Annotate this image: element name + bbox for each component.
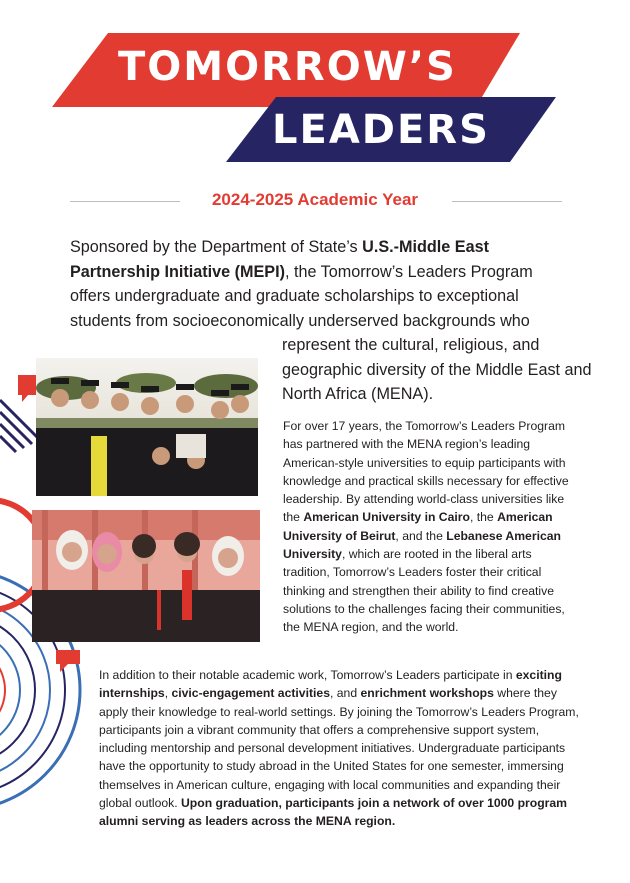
- banner-title-line2: LEADERS: [272, 107, 490, 153]
- program-history-paragraph: For over 17 years, the Tomorrow’s Leaders Program has partnered with the MENA region’s leading American-style universities to equip participants with knowledge and practical skills necessary for effective leadership. By attending world-class universities like the American University in Cairo, the American University of Beirut, and the Lebanese American University, which are rooted in the liberal arts tradition, Tomorrow’s Leaders foster their critical thinking and strengthen their ability to find creative solutions to the challenges facing their communities, the MENA region, and the world.: [283, 419, 569, 635]
- participants-photo: [32, 510, 260, 642]
- banner-title-line1: TOMORROW’S: [118, 44, 457, 90]
- intro-paragraph: Sponsored by the Department of State’s U.S.-Middle East Partnership Initiative (MEPI), the Tomorrow’s Leaders Program offers undergraduate and graduate scholarships to exceptional students from socioeconomically underserved backgrounds who: [70, 238, 533, 330]
- participation-paragraph: In addition to their notable academic work, Tomorrow’s Leaders participate in exciting internships, civic-engagement activities, and enrichment workshops where they apply their knowledge to real-world settings. By joining the Tomorrow’s Leaders Program, participants join a vibrant community that offers a comprehensive support system, including mentorship and personal development initiatives. Undergraduate participants have the opportunity to study abroad in the United States for one semester, immersing themselves in American culture, engaging with local communities and expanding their global outlook. Upon graduation, participants join a network of over 1000 program alumni serving as leaders across the MENA region.: [99, 668, 579, 829]
- intro-paragraph-continued: represent the cultural, religious, and geographic diversity of the Middle East and North Africa (MENA).: [282, 336, 592, 403]
- academic-year-heading: 2024-2025 Academic Year: [0, 190, 630, 210]
- graduation-photo: [36, 358, 258, 496]
- title-banner: [0, 0, 630, 180]
